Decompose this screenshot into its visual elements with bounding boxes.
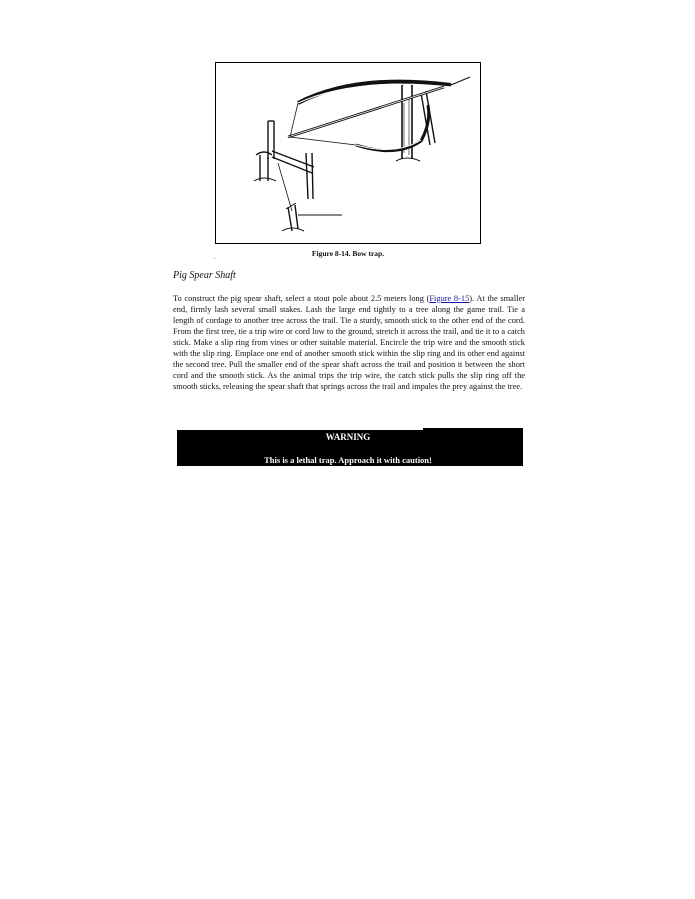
section-heading: Pig Spear Shaft	[173, 270, 236, 281]
warning-box-edge	[173, 428, 423, 430]
bow-trap-figure	[215, 62, 481, 244]
paragraph-text-start: To construct the pig spear shaft, select a stout pole about 2.5 meters long (	[173, 294, 430, 303]
warning-title: WARNING	[325, 432, 371, 442]
scan-speck	[214, 258, 215, 259]
figure-8-15-link[interactable]: Figure 8-15	[429, 294, 470, 303]
trigger-stake	[288, 205, 298, 231]
warning-text: This is a lethal trap. Approach it with caution!	[264, 455, 432, 465]
body-paragraph	[173, 293, 525, 392]
bow-string	[290, 103, 356, 145]
figure-caption: Figure 8-14. Bow trap.	[311, 249, 385, 258]
paragraph-text-end: ). At the smaller end, firmly lash several small stakes. Lash the large end tightly to a tree along the game trail. Tie a length of cordage to another tree across the trail. Tie a sturdy, smooth stick to the other end of the cord. From the first tree, tie a trip wire or cord low to the ground, stretch it across the trail, and tie it to a catch stick. Make a slip ring from vines or other suitable material. Encircle the trip wire and the smooth stick with the slip ring. Emplace one end of another smooth stick within the slip ring and its other end against the second tree. Pull the smaller end of the spear shaft across the trail and position it between the short cord and the smooth stick. As the animal trips the trip wire, the catch stick pulls the slip ring off the smooth sticks, releasing the spear shaft that springs across the trail and impales the prey against the tree.	[173, 294, 525, 391]
bow-trap-illustration	[216, 63, 480, 243]
